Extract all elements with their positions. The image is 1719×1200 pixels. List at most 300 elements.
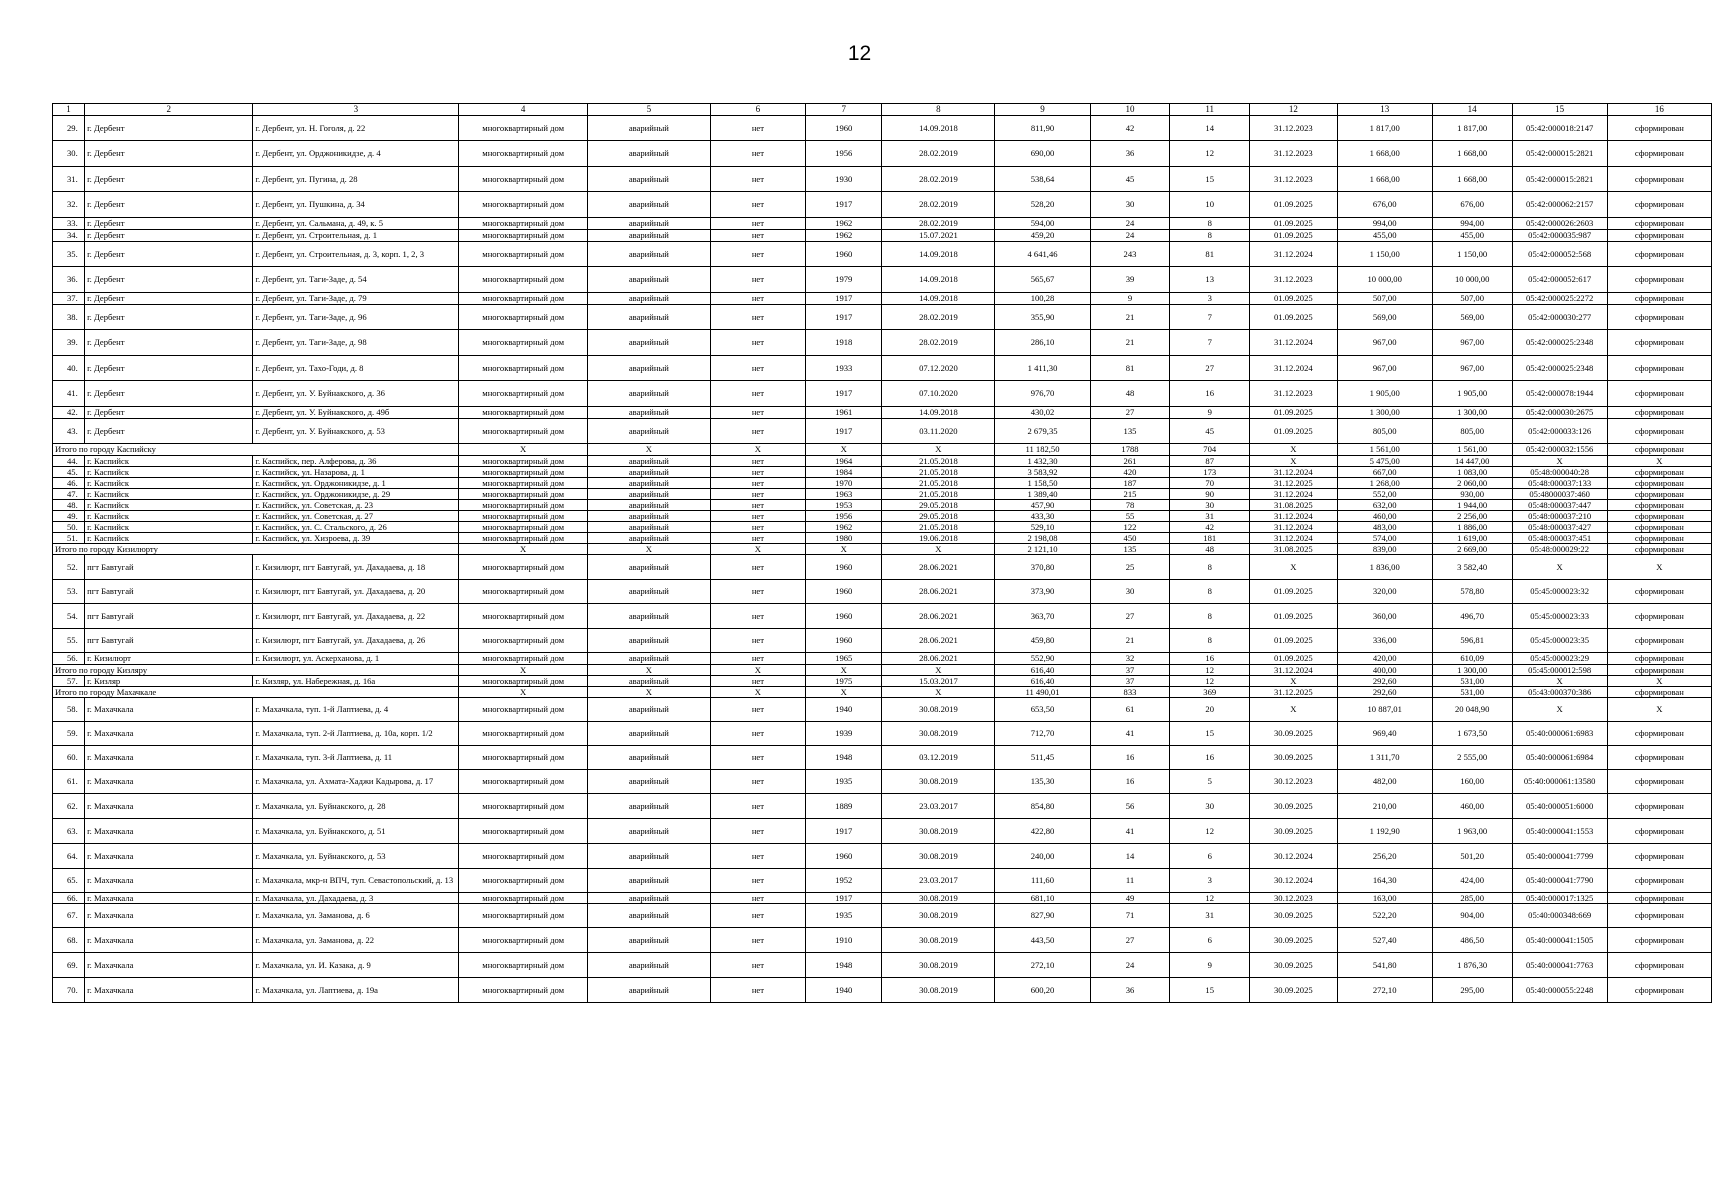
table-cell: аварийный [587, 928, 710, 953]
table-cell: г. Дербент [85, 218, 253, 230]
table-cell: 03.12.2019 [882, 746, 995, 770]
table-cell: 1 300,00 [1432, 407, 1512, 419]
row-number: 50. [53, 522, 85, 533]
table-cell: аварийный [587, 770, 710, 794]
table-cell: г. Махачкала [85, 953, 253, 978]
table-cell: г. Дербент, ул. У. Буйнакского, д. 36 [253, 381, 459, 407]
table-cell: г. Кизилюрт, пгт Бавтугай, ул. Дахадаева, д. 18 [253, 555, 459, 580]
row-number: 63. [53, 819, 85, 844]
table-cell: 460,00 [1432, 794, 1512, 819]
table-cell: 712,70 [995, 722, 1090, 746]
table-cell: сформирован [1607, 116, 1711, 141]
table-cell: 1956 [806, 141, 882, 167]
table-cell: пгт Бавтугай [85, 629, 253, 653]
table-cell: аварийный [587, 722, 710, 746]
table-cell: 1 300,00 [1337, 407, 1432, 419]
row-number: 35. [53, 242, 85, 267]
row-number: 59. [53, 722, 85, 746]
row-number: 57. [53, 676, 85, 687]
table-cell: 285,00 [1432, 893, 1512, 904]
table-cell: 1952 [806, 869, 882, 893]
table-cell: 28.02.2019 [882, 218, 995, 230]
table-cell: 215 [1090, 489, 1170, 500]
table-cell: 12 [1170, 676, 1250, 687]
table-cell: 1960 [806, 555, 882, 580]
table-cell: г. Махачкала, мкр-н ВПЧ, туп. Севастопольский, д. 13 [253, 869, 459, 893]
table-cell: 29.05.2018 [882, 511, 995, 522]
table-row [53, 953, 1712, 978]
table-cell: сформирован [1607, 819, 1711, 844]
table-cell: 9 [1170, 953, 1250, 978]
table-cell: 528,20 [995, 192, 1090, 218]
table-cell: 422,80 [995, 819, 1090, 844]
row-number: 31. [53, 167, 85, 192]
table-cell: 1960 [806, 604, 882, 629]
table-row [53, 904, 1712, 928]
table-cell: 486,50 [1432, 928, 1512, 953]
table-cell: аварийный [587, 456, 710, 467]
table-cell: 1953 [806, 500, 882, 511]
table-cell: 496,70 [1432, 604, 1512, 629]
table-cell: г. Каспийск, ул. Орджоникидзе, д. 1 [253, 478, 459, 489]
table-row [53, 305, 1712, 330]
housing-table [52, 103, 1712, 1003]
table-cell: 541,80 [1337, 953, 1432, 978]
table-cell: аварийный [587, 844, 710, 869]
table-cell: сформирован [1607, 629, 1711, 653]
table-cell: г. Махачкала [85, 698, 253, 722]
table-cell: X [806, 665, 882, 676]
table-cell: X [587, 665, 710, 676]
table-cell: 71 [1090, 904, 1170, 928]
table-cell: 81 [1170, 242, 1250, 267]
table-row [53, 698, 1712, 722]
table-cell: многоквартирный дом [459, 555, 587, 580]
table-cell: сформирован [1607, 167, 1711, 192]
table-cell: 05:45:000023:29 [1512, 653, 1607, 665]
table-cell: 854,80 [995, 794, 1090, 819]
table-cell: 994,00 [1337, 218, 1432, 230]
table-cell: 292,60 [1337, 687, 1432, 698]
table-cell: г. Махачкала [85, 904, 253, 928]
table-cell: 05:42:000015:2821 [1512, 141, 1607, 167]
table-cell: сформирован [1607, 356, 1711, 381]
table-row [53, 489, 1712, 500]
table-cell: X [1607, 676, 1711, 687]
table-cell: многоквартирный дом [459, 869, 587, 893]
table-cell: 827,90 [995, 904, 1090, 928]
column-header: 16 [1607, 104, 1711, 116]
row-number: 60. [53, 746, 85, 770]
table-cell: сформирован [1607, 242, 1711, 267]
table-cell: 03.11.2020 [882, 419, 995, 444]
table-cell: 433,30 [995, 511, 1090, 522]
table-cell: 41 [1090, 819, 1170, 844]
column-header: 13 [1337, 104, 1432, 116]
table-cell: 27 [1170, 356, 1250, 381]
table-cell: 37 [1090, 665, 1170, 676]
table-cell: г. Дербент, ул. Таги-Заде, д. 79 [253, 293, 459, 305]
table-cell: 31.12.2024 [1250, 242, 1337, 267]
table-cell: 01.09.2025 [1250, 419, 1337, 444]
table-cell: X [1250, 676, 1337, 687]
table-cell: г. Дербент, ул. У. Буйнакского, д. 53 [253, 419, 459, 444]
table-cell: г. Махачкала, ул. Буйнакского, д. 28 [253, 794, 459, 819]
table-cell: 256,20 [1337, 844, 1432, 869]
table-cell: многоквартирный дом [459, 893, 587, 904]
table-cell: X [710, 544, 805, 555]
table-cell: X [1250, 698, 1337, 722]
table-cell: сформирован [1607, 305, 1711, 330]
table-cell: сформирован [1607, 533, 1711, 544]
table-cell: 28.06.2021 [882, 653, 995, 665]
table-cell: нет [710, 629, 805, 653]
subtotal-row [53, 544, 1712, 555]
table-cell: 30.08.2019 [882, 698, 995, 722]
table-cell: многоквартирный дом [459, 978, 587, 1003]
table-cell: г. Дербент, ул. Сальмана, д. 49, к. 5 [253, 218, 459, 230]
table-cell: 15.03.2017 [882, 676, 995, 687]
table-cell: г. Махачкала, ул. Заманова, д. 6 [253, 904, 459, 928]
row-number: 51. [53, 533, 85, 544]
table-cell: 21.05.2018 [882, 467, 995, 478]
table-cell: 420 [1090, 467, 1170, 478]
table-cell: нет [710, 794, 805, 819]
table-cell: 30.12.2023 [1250, 893, 1337, 904]
table-cell: 565,67 [995, 267, 1090, 293]
subtotal-label: Итого по городу Кизилюрту [53, 544, 459, 555]
table-cell: 1 905,00 [1337, 381, 1432, 407]
table-cell: сформирован [1607, 953, 1711, 978]
table-cell: 967,00 [1432, 356, 1512, 381]
subtotal-label: Итого по городу Махачкале [53, 687, 459, 698]
table-cell: 5 [1170, 770, 1250, 794]
table-cell: г. Каспийск, ул. Советская, д. 27 [253, 511, 459, 522]
table-cell: аварийный [587, 141, 710, 167]
table-cell: 360,00 [1337, 604, 1432, 629]
table-cell: 1960 [806, 844, 882, 869]
table-cell: аварийный [587, 604, 710, 629]
table-cell: г. Махачкала [85, 746, 253, 770]
table-cell: 681,10 [995, 893, 1090, 904]
table-cell: аварийный [587, 419, 710, 444]
table-cell: 21 [1090, 330, 1170, 356]
table-cell: нет [710, 698, 805, 722]
table-cell: многоквартирный дом [459, 746, 587, 770]
table-row [53, 629, 1712, 653]
table-cell: 187 [1090, 478, 1170, 489]
table-cell: многоквартирный дом [459, 580, 587, 604]
table-cell: сформирован [1607, 467, 1711, 478]
table-row [53, 928, 1712, 953]
table-row [53, 893, 1712, 904]
table-cell: 455,00 [1337, 230, 1432, 242]
row-number: 52. [53, 555, 85, 580]
table-row [53, 978, 1712, 1003]
table-cell: 616,40 [995, 665, 1090, 676]
table-cell: 28.02.2019 [882, 192, 995, 218]
row-number: 58. [53, 698, 85, 722]
table-cell: 01.09.2025 [1250, 192, 1337, 218]
table-cell: 16 [1170, 746, 1250, 770]
table-cell: 1 311,70 [1337, 746, 1432, 770]
table-cell: нет [710, 116, 805, 141]
table-cell: 160,00 [1432, 770, 1512, 794]
table-cell: 455,00 [1432, 230, 1512, 242]
table-cell: г. Дербент [85, 419, 253, 444]
table-cell: 24 [1090, 953, 1170, 978]
column-header: 6 [710, 104, 805, 116]
table-cell: г. Каспийск [85, 522, 253, 533]
table-cell: 569,00 [1432, 305, 1512, 330]
table-cell: 05:45:000023:35 [1512, 629, 1607, 653]
table-cell: 31.12.2023 [1250, 141, 1337, 167]
table-cell: сформирован [1607, 746, 1711, 770]
table-cell: 14.09.2018 [882, 116, 995, 141]
table-cell: нет [710, 242, 805, 267]
table-cell: 12 [1170, 819, 1250, 844]
table-cell: 460,00 [1337, 511, 1432, 522]
row-number: 30. [53, 141, 85, 167]
table-cell: 1962 [806, 218, 882, 230]
table-cell: 05:40:000041:7799 [1512, 844, 1607, 869]
table-cell: г. Дербент, ул. Тахо-Годи, д. 8 [253, 356, 459, 381]
table-cell: 1 817,00 [1337, 116, 1432, 141]
table-cell: 122 [1090, 522, 1170, 533]
table-cell: 967,00 [1432, 330, 1512, 356]
table-cell: аварийный [587, 218, 710, 230]
table-cell: 07.10.2020 [882, 381, 995, 407]
table-cell: 05:42:000025:2272 [1512, 293, 1607, 305]
table-cell: г. Кизляр [85, 676, 253, 687]
table-cell: сформирован [1607, 141, 1711, 167]
row-number: 67. [53, 904, 85, 928]
table-cell: 930,00 [1432, 489, 1512, 500]
table-cell: 969,40 [1337, 722, 1432, 746]
table-cell: 424,00 [1432, 869, 1512, 893]
table-cell: сформирован [1607, 844, 1711, 869]
table-cell: 596,81 [1432, 629, 1512, 653]
table-cell: г. Махачкала [85, 978, 253, 1003]
table-cell: г. Кизляр, ул. Набережная, д. 16а [253, 676, 459, 687]
table-cell: г. Дербент, ул. У. Буйнакского, д. 49б [253, 407, 459, 419]
table-row [53, 511, 1712, 522]
table-cell: 05:40:000061:6983 [1512, 722, 1607, 746]
table-cell: X [882, 544, 995, 555]
table-cell: 30.08.2019 [882, 904, 995, 928]
table-cell: 15 [1170, 722, 1250, 746]
table-cell: 31.12.2023 [1250, 167, 1337, 192]
table-cell: 01.09.2025 [1250, 653, 1337, 665]
table-cell: 7 [1170, 305, 1250, 330]
page-number: 12 [847, 42, 872, 65]
table-cell: многоквартирный дом [459, 953, 587, 978]
table-cell: многоквартирный дом [459, 653, 587, 665]
table-cell: многоквартирный дом [459, 267, 587, 293]
table-row [53, 770, 1712, 794]
table-cell: 1918 [806, 330, 882, 356]
table-cell: 1940 [806, 698, 882, 722]
table-row [53, 794, 1712, 819]
table-cell: г. Махачкала, ул. Буйнакского, д. 51 [253, 819, 459, 844]
table-cell: 459,20 [995, 230, 1090, 242]
table-cell: 05:40:000041:1505 [1512, 928, 1607, 953]
table-cell: 369 [1170, 687, 1250, 698]
table-cell: 904,00 [1432, 904, 1512, 928]
table-cell: 05:48:000040:28 [1512, 467, 1607, 478]
row-number: 36. [53, 267, 85, 293]
table-cell: г. Махачкала [85, 844, 253, 869]
table-cell: 45 [1090, 167, 1170, 192]
table-cell: 9 [1090, 293, 1170, 305]
table-cell: 31.12.2023 [1250, 267, 1337, 293]
table-cell: 9 [1170, 407, 1250, 419]
table-cell: 28.06.2021 [882, 604, 995, 629]
table-cell: 600,20 [995, 978, 1090, 1003]
table-cell: нет [710, 511, 805, 522]
table-body [53, 104, 1712, 1003]
table-cell: 839,00 [1337, 544, 1432, 555]
table-cell: 05:42:000018:2147 [1512, 116, 1607, 141]
table-cell: 2 555,00 [1432, 746, 1512, 770]
table-cell: 13 [1170, 267, 1250, 293]
table-cell: 667,00 [1337, 467, 1432, 478]
table-cell: 1961 [806, 407, 882, 419]
table-cell: 1960 [806, 242, 882, 267]
table-cell: 2 256,00 [1432, 511, 1512, 522]
table-cell: 1 268,00 [1337, 478, 1432, 489]
column-header: 15 [1512, 104, 1607, 116]
table-cell: г. Махачкала, ул. Лаптиева, д. 19а [253, 978, 459, 1003]
table-cell: 373,90 [995, 580, 1090, 604]
table-cell: 8 [1170, 218, 1250, 230]
table-cell: 1960 [806, 629, 882, 653]
table-cell: 538,64 [995, 167, 1090, 192]
table-cell: сформирован [1607, 869, 1711, 893]
table-cell: 30 [1090, 192, 1170, 218]
table-cell: 1788 [1090, 444, 1170, 456]
table-cell: 31.12.2023 [1250, 381, 1337, 407]
table-cell: нет [710, 141, 805, 167]
table-cell: г. Каспийск, ул. Назарова, д. 1 [253, 467, 459, 478]
table-cell: 1 150,00 [1337, 242, 1432, 267]
table-cell: многоквартирный дом [459, 928, 587, 953]
table-cell: 1975 [806, 676, 882, 687]
table-cell: 286,10 [995, 330, 1090, 356]
table-cell: 30.12.2024 [1250, 869, 1337, 893]
table-cell: 8 [1170, 580, 1250, 604]
table-cell: аварийный [587, 330, 710, 356]
table-cell: г. Дербент, ул. Н. Гоголя, д. 22 [253, 116, 459, 141]
table-cell: многоквартирный дом [459, 116, 587, 141]
table-cell: г. Каспийск [85, 511, 253, 522]
table-header-row [53, 104, 1712, 116]
table-cell: нет [710, 167, 805, 192]
table-cell: 39 [1090, 267, 1170, 293]
table-row [53, 580, 1712, 604]
table-cell: 05:40:000055:2248 [1512, 978, 1607, 1003]
table-cell: сформирован [1607, 230, 1711, 242]
table-cell: аварийный [587, 698, 710, 722]
table-cell: 1963 [806, 489, 882, 500]
table-cell: 1965 [806, 653, 882, 665]
table-cell: 1 963,00 [1432, 819, 1512, 844]
table-cell: 20 [1170, 698, 1250, 722]
table-cell: 14.09.2018 [882, 407, 995, 419]
table-cell: 05:42:000026:2603 [1512, 218, 1607, 230]
table-cell: 31.12.2024 [1250, 533, 1337, 544]
table-cell: аварийный [587, 953, 710, 978]
table-cell: г. Дербент, ул. Строительная, д. 1 [253, 230, 459, 242]
table-cell: 8 [1170, 555, 1250, 580]
subtotal-label: Итого по городу Кизляру [53, 665, 459, 676]
table-cell: 14.09.2018 [882, 267, 995, 293]
table-cell: 552,90 [995, 653, 1090, 665]
table-cell: г. Кизилюрт [85, 653, 253, 665]
table-cell: сформирован [1607, 893, 1711, 904]
row-number: 40. [53, 356, 85, 381]
table-cell: г. Дербент [85, 305, 253, 330]
table-cell: г. Кизилюрт, ул. Аскерханова, д. 1 [253, 653, 459, 665]
table-cell: X [1607, 555, 1711, 580]
table-cell: 28.02.2019 [882, 330, 995, 356]
table-cell: многоквартирный дом [459, 819, 587, 844]
table-row [53, 407, 1712, 419]
table-cell: 2 060,00 [1432, 478, 1512, 489]
table-cell: 676,00 [1432, 192, 1512, 218]
table-cell: нет [710, 267, 805, 293]
row-number: 65. [53, 869, 85, 893]
table-cell: 295,00 [1432, 978, 1512, 1003]
table-cell: X [806, 544, 882, 555]
table-cell: 2 121,10 [995, 544, 1090, 555]
table-cell: многоквартирный дом [459, 844, 587, 869]
table-cell: 28.02.2019 [882, 167, 995, 192]
table-cell: 05:40:000017:1325 [1512, 893, 1607, 904]
table-cell: пгт Бавтугай [85, 604, 253, 629]
table-cell: 594,00 [995, 218, 1090, 230]
table-cell: нет [710, 381, 805, 407]
table-cell: 1962 [806, 230, 882, 242]
table-cell: 994,00 [1432, 218, 1512, 230]
table-cell: многоквартирный дом [459, 511, 587, 522]
row-number: 54. [53, 604, 85, 629]
row-number: 64. [53, 844, 85, 869]
table-cell: 01.09.2025 [1250, 230, 1337, 242]
table-cell: 10 000,00 [1337, 267, 1432, 293]
table-cell: нет [710, 218, 805, 230]
table-cell: 45 [1170, 419, 1250, 444]
table-cell: сформирован [1607, 904, 1711, 928]
table-cell: 12 [1170, 141, 1250, 167]
table-cell: 30.12.2024 [1250, 844, 1337, 869]
table-cell: 1980 [806, 533, 882, 544]
table-cell: 1 817,00 [1432, 116, 1512, 141]
table-cell: многоквартирный дом [459, 356, 587, 381]
table-cell: 31.12.2024 [1250, 467, 1337, 478]
table-cell: 16 [1090, 770, 1170, 794]
row-number: 56. [53, 653, 85, 665]
table-cell: 28.06.2021 [882, 580, 995, 604]
table-cell: многоквартирный дом [459, 242, 587, 267]
table-cell: многоквартирный дом [459, 500, 587, 511]
table-cell: аварийный [587, 580, 710, 604]
table-cell: г. Кизилюрт, пгт Бавтугай, ул. Дахадаева, д. 26 [253, 629, 459, 653]
table-cell: многоквартирный дом [459, 330, 587, 356]
table-cell: 1964 [806, 456, 882, 467]
table-cell: г. Дербент, ул. Пугина, д. 28 [253, 167, 459, 192]
table-cell: 05:40:000061:13580 [1512, 770, 1607, 794]
